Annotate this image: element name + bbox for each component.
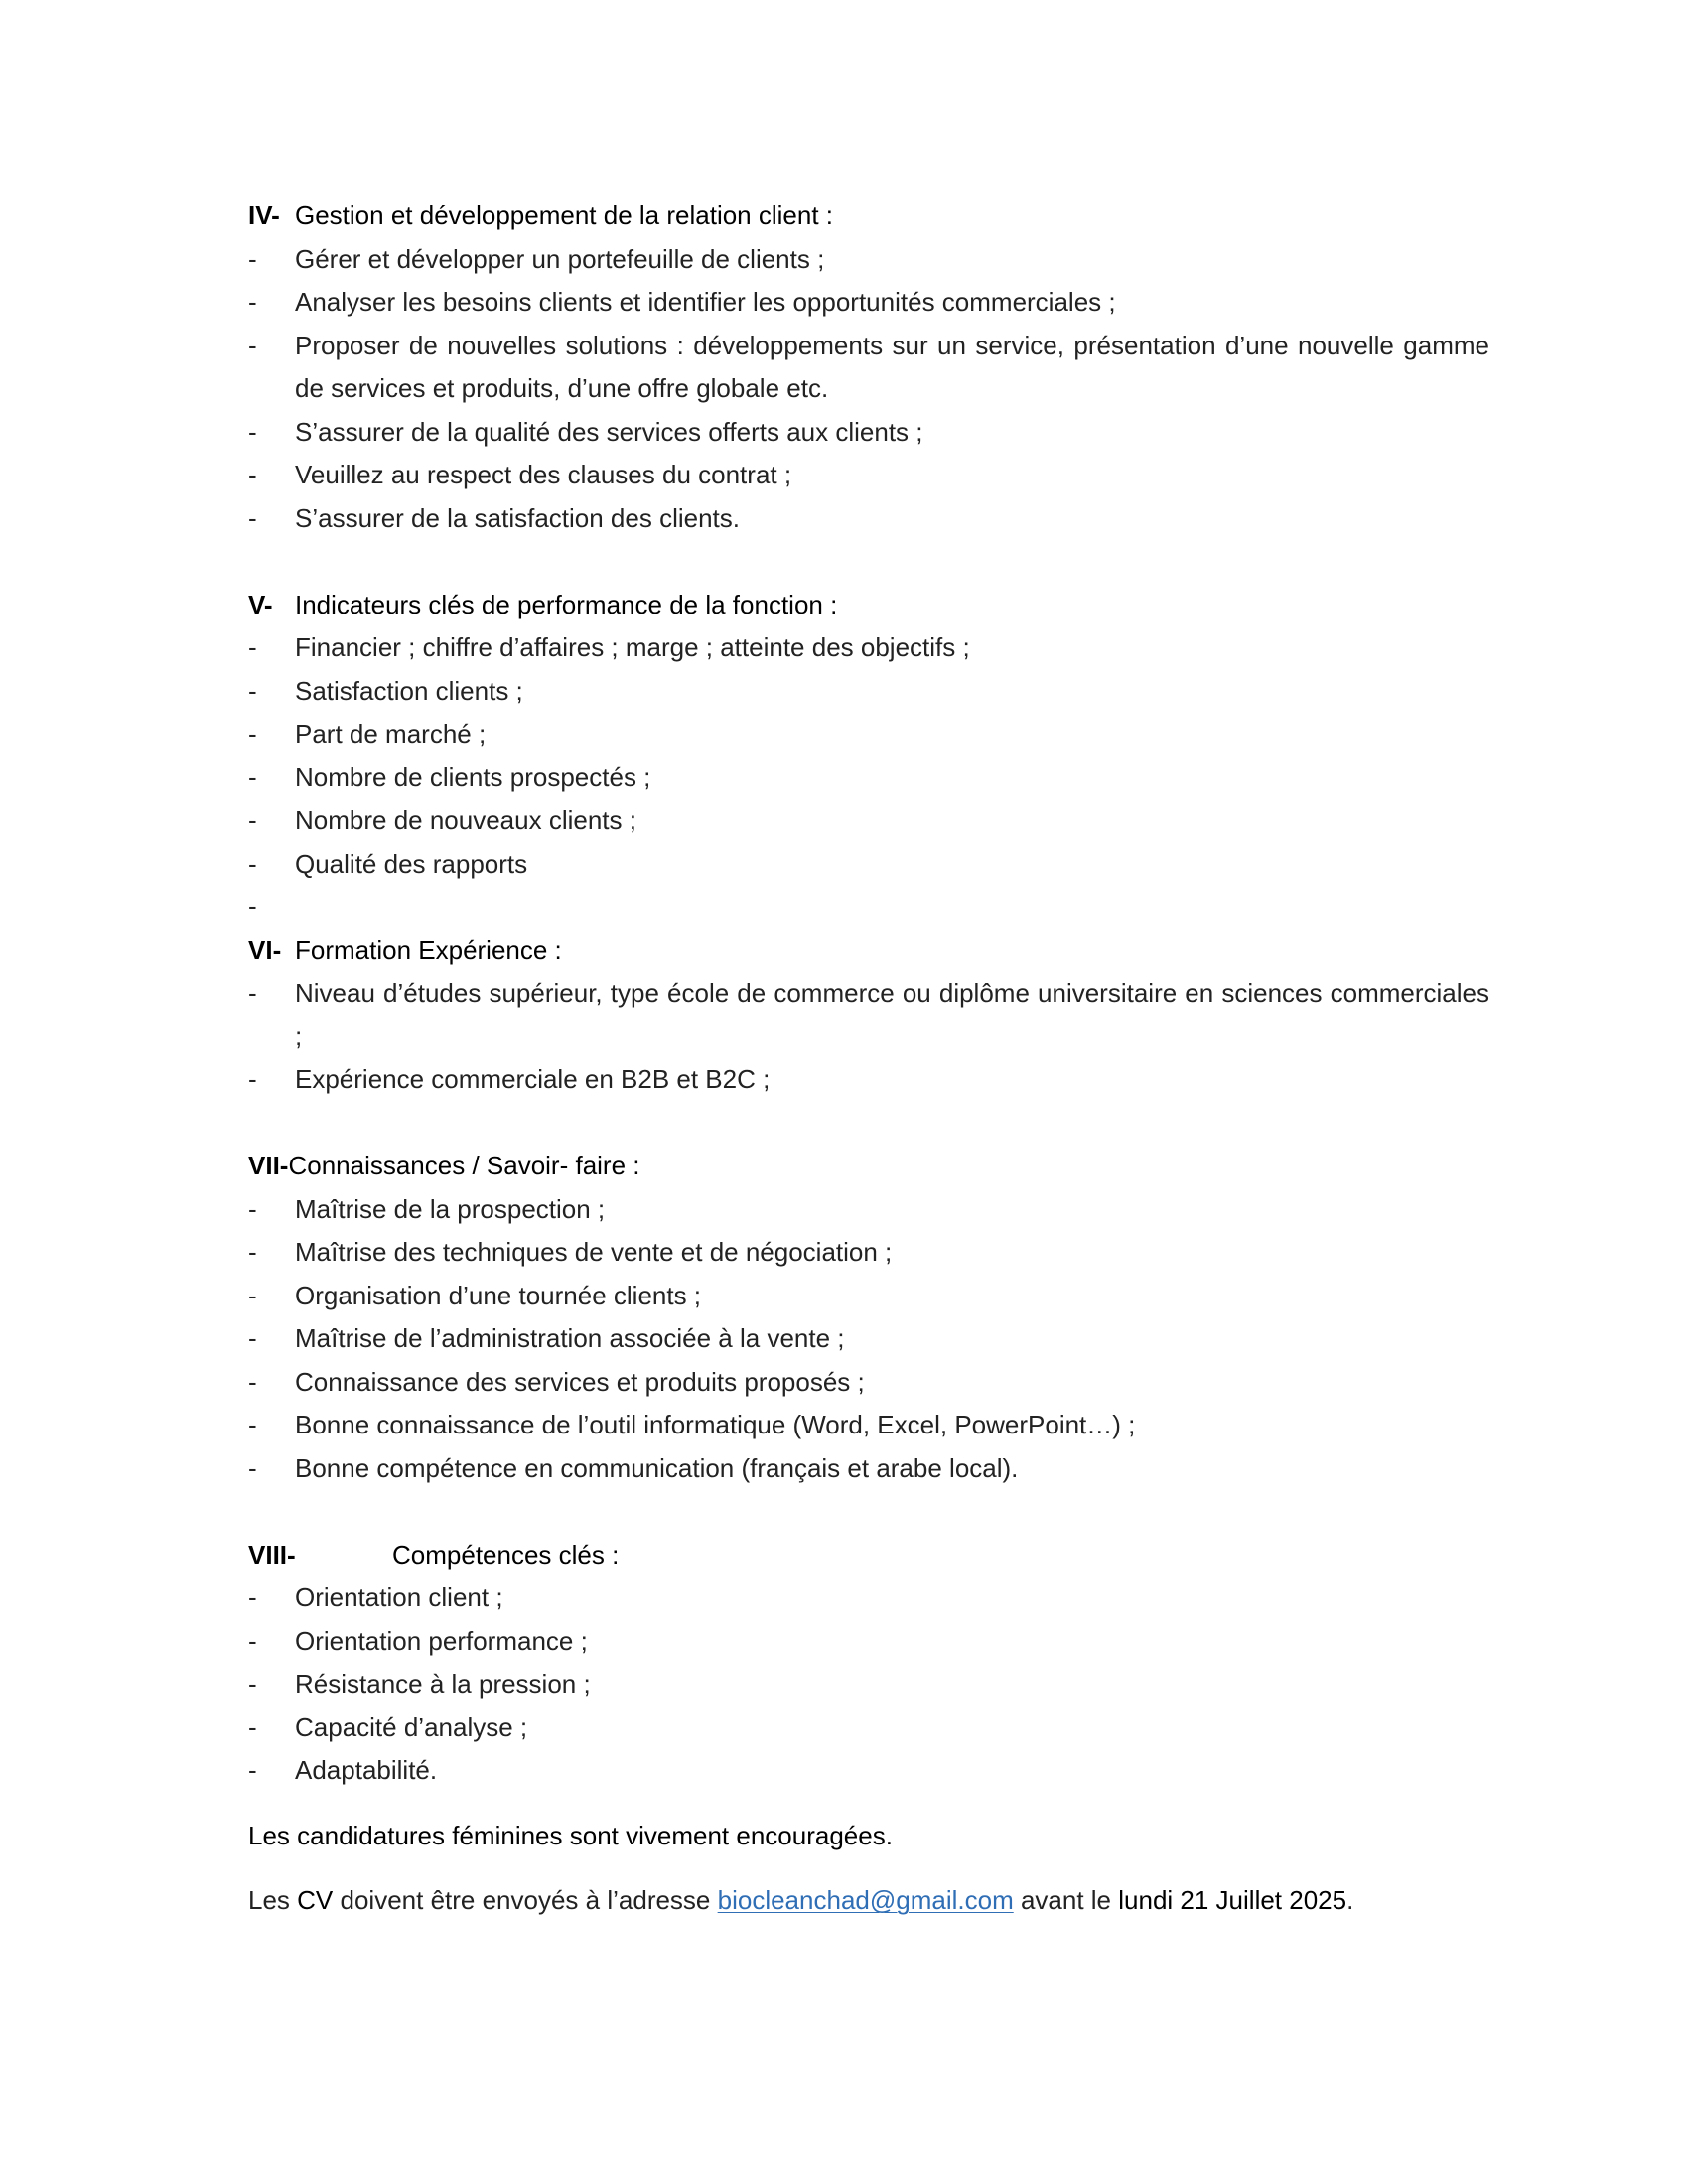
- list-item: [248, 1058, 1489, 1102]
- list-item: [248, 325, 1489, 411]
- list-item: [248, 1275, 1489, 1318]
- bullet-dash: -: [248, 460, 257, 489]
- list-item-text: Capacité d’analyse ;: [295, 1711, 528, 1742]
- section-heading-viii: [248, 1534, 1489, 1577]
- section-heading-v: [248, 584, 1489, 627]
- bullet-dash: -: [248, 287, 257, 317]
- cv-label: CV: [297, 1885, 334, 1915]
- bullet-dash: -: [248, 1669, 257, 1699]
- section-heading-iv: [248, 195, 1489, 238]
- list-item-text: Connaissance des services et produits proposés ;: [295, 1366, 865, 1397]
- list-item-empty: [248, 886, 1489, 929]
- list-item-text: Maîtrise de la prospection ;: [295, 1193, 606, 1224]
- list-item-text: S’assurer de la satisfaction des clients.: [295, 502, 740, 533]
- list-item-text: Expérience commerciale en B2B et B2C ;: [295, 1064, 771, 1094]
- list-item-text: Nombre de nouveaux clients ;: [295, 805, 636, 835]
- bullet-dash: -: [248, 978, 257, 1008]
- section-number: IV-: [248, 201, 280, 230]
- section-title: Compétences clés :: [392, 1539, 620, 1570]
- document-page: [248, 195, 1489, 1923]
- text-fragment: doivent être envoyés à l’adresse: [333, 1885, 718, 1915]
- section-title: Gestion et développement de la relation client :: [295, 201, 834, 230]
- section-heading-vii: [248, 1145, 1489, 1188]
- bullet-dash: -: [248, 1755, 257, 1785]
- bullet-dash: -: [248, 243, 257, 274]
- list-item: [248, 1447, 1489, 1491]
- spacer: [248, 540, 1489, 584]
- section-heading-vi: [248, 929, 1489, 973]
- list-item-text: Orientation client ;: [295, 1582, 503, 1612]
- list-item-text: Part de marché ;: [295, 719, 487, 749]
- bullet-dash: -: [248, 891, 257, 921]
- bullet-dash: -: [248, 502, 257, 533]
- list-item: [248, 1361, 1489, 1405]
- list-item: [248, 1231, 1489, 1275]
- bullet-dash: -: [248, 1625, 257, 1656]
- bullet-dash: -: [248, 1711, 257, 1742]
- spacer: [248, 1793, 1489, 1815]
- section-number: VIII-: [248, 1539, 296, 1570]
- list-item: [248, 281, 1489, 325]
- list-item-text: Maîtrise des techniques de vente et de négociation ;: [295, 1237, 893, 1267]
- bullet-dash: -: [248, 1582, 257, 1612]
- section-number: VI-: [248, 934, 282, 965]
- list-item: [248, 1706, 1489, 1750]
- list-item-text: Orientation performance ;: [295, 1625, 588, 1656]
- bullet-dash: -: [248, 1452, 257, 1483]
- text-fragment: Les: [248, 1885, 298, 1915]
- spacer: [248, 1857, 1489, 1879]
- list-item-text: Maîtrise de l’administration associée à la vente ;: [295, 1323, 845, 1353]
- list-item: [248, 497, 1489, 541]
- list-item-text: Niveau d’études supérieur, type école de commerce ou diplôme universitaire en sciences commerciales ;: [295, 978, 1489, 1051]
- list-item: [248, 713, 1489, 756]
- list-item-text: Bonne compétence en communication (français et arabe local).: [295, 1452, 1019, 1483]
- list-item: [248, 238, 1489, 282]
- list-item: [248, 972, 1489, 1058]
- list-item: [248, 799, 1489, 843]
- bullet-dash: -: [248, 761, 257, 792]
- bullet-dash: -: [248, 805, 257, 835]
- spacer: [248, 1102, 1489, 1146]
- bullet-dash: -: [248, 1323, 257, 1353]
- bullet-dash: -: [248, 632, 257, 662]
- list-item: [248, 1404, 1489, 1447]
- list-item-text: Analyser les besoins clients et identifier les opportunités commerciales ;: [295, 287, 1116, 317]
- bullet-dash: -: [248, 1410, 257, 1439]
- list-item-text: Résistance à la pression ;: [295, 1669, 591, 1699]
- section-title: Indicateurs clés de performance de la fonction :: [295, 589, 838, 619]
- section-title: Formation Expérience :: [295, 934, 562, 965]
- list-item-text: [295, 886, 1489, 929]
- list-item: [248, 1620, 1489, 1664]
- text-fragment: avant le: [1013, 1885, 1119, 1915]
- application-instructions: [248, 1879, 1489, 1923]
- deadline-date: lundi 21 Juillet 2025: [1118, 1885, 1347, 1915]
- list-item: [248, 411, 1489, 455]
- list-item: [248, 1749, 1489, 1793]
- list-item-text: Nombre de clients prospectés ;: [295, 761, 651, 792]
- bullet-dash: -: [248, 1064, 257, 1094]
- bullet-dash: -: [248, 719, 257, 749]
- list-item-text: S’assurer de la qualité des services offerts aux clients ;: [295, 416, 923, 447]
- section-number: V-: [248, 589, 273, 619]
- bullet-dash: -: [248, 416, 257, 447]
- list-item: [248, 1317, 1489, 1361]
- encouragement-note: Les candidatures féminines sont vivement encouragées.: [248, 1820, 893, 1850]
- spacer: [248, 1490, 1489, 1534]
- bullet-dash: -: [248, 1237, 257, 1267]
- list-item-text: Financier ; chiffre d’affaires ; marge ; atteinte des objectifs ;: [295, 632, 970, 662]
- bullet-dash: -: [248, 675, 257, 706]
- list-item: [248, 626, 1489, 670]
- bullet-dash: -: [248, 848, 257, 879]
- list-item-text: Satisfaction clients ;: [295, 675, 523, 706]
- bullet-dash: -: [248, 1280, 257, 1310]
- email-link[interactable]: biocleanchad@gmail.com: [717, 1885, 1014, 1915]
- bullet-dash: -: [248, 330, 257, 360]
- list-item: [248, 454, 1489, 497]
- list-item: [248, 843, 1489, 887]
- section-title: Connaissances / Savoir- faire :: [288, 1151, 640, 1180]
- list-item: [248, 1188, 1489, 1232]
- list-item: [248, 756, 1489, 800]
- list-item-text: Organisation d’une tournée clients ;: [295, 1280, 702, 1310]
- list-item: [248, 670, 1489, 714]
- section-number: VII-: [248, 1151, 289, 1180]
- list-item: [248, 1663, 1489, 1706]
- list-item-text: Veuillez au respect des clauses du contrat ;: [295, 460, 792, 489]
- bullet-dash: -: [248, 1193, 257, 1224]
- list-item-text: Adaptabilité.: [295, 1755, 438, 1785]
- text-fragment: .: [1346, 1885, 1354, 1915]
- bullet-dash: -: [248, 1366, 257, 1397]
- list-item-text: Bonne connaissance de l’outil informatique (Word, Excel, PowerPoint…) ;: [295, 1410, 1136, 1439]
- list-item-text: Qualité des rapports: [295, 848, 528, 879]
- list-item: [248, 1576, 1489, 1620]
- list-item-text: Proposer de nouvelles solutions : développements sur un service, présentation d’une nouvelle gamme de services et produits, d’une offre globale etc.: [295, 330, 1489, 403]
- list-item-text: Gérer et développer un portefeuille de clients ;: [295, 243, 825, 274]
